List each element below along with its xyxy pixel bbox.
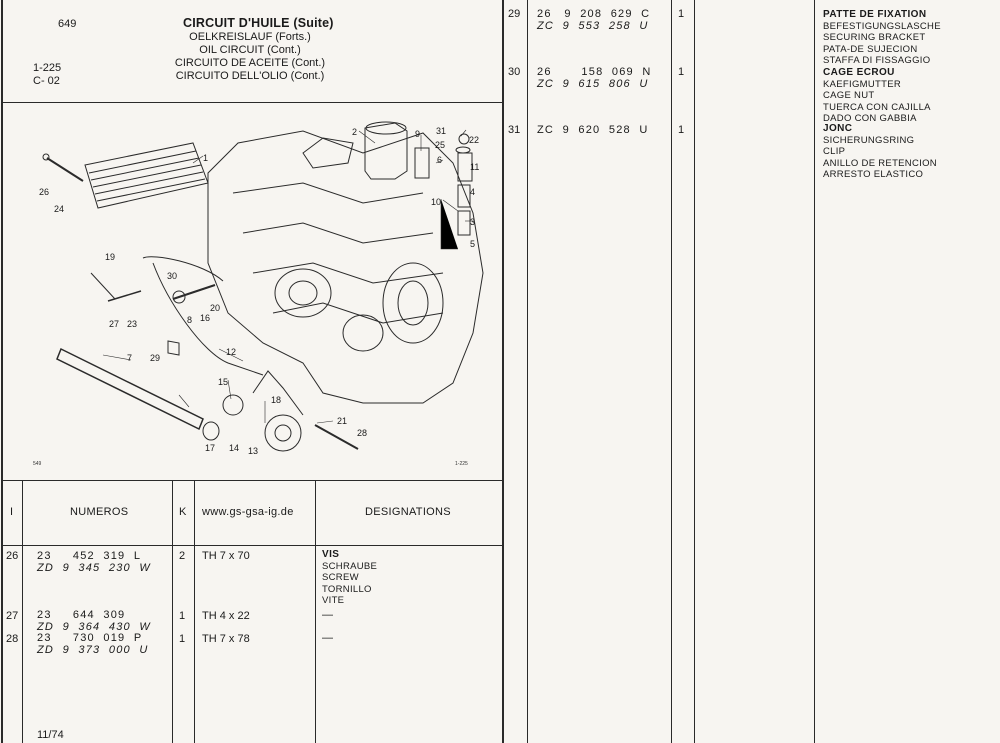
callout-2: 2 [352,127,358,137]
designation-de: SCHRAUBE [322,560,378,572]
callout-10: 10 [431,197,442,207]
callout-14: 14 [229,443,240,453]
part-number-2: ZD 9 364 430 W [37,621,151,633]
designation-de: BEFESTIGUNGSLASCHE [823,20,941,32]
designation-it: VITE [322,595,345,606]
dimension: TH 4 x 22 [202,610,250,622]
part-number-1: 23 730 019 P [37,632,143,644]
designation-en: CLIP [823,146,846,157]
callout-8: 8 [187,315,193,325]
callout-11: 11 [470,162,480,172]
designation [823,123,937,181]
subtitle-en: OIL CIRCUIT (Cont.) [199,44,301,56]
subtitle-de: OELKREISLAUF (Forts.) [189,31,311,43]
subtitle-es: CIRCUITO DE ACEITE (Cont.) [174,57,326,69]
designation-dash: — [322,609,333,621]
oil-filter [365,123,407,179]
designation-en: SCREW [322,572,359,583]
callout-18: 18 [271,395,282,405]
designation [823,67,931,125]
exploded-parts-diagram [3,103,502,480]
designation-it: DADO CON GABBIA [823,113,917,124]
callout-26: 26 [39,187,50,197]
callout-16: 16 [200,313,211,323]
row-index: 29 [508,8,521,20]
designation-en: SECURING BRACKET [823,32,926,43]
r-col-rule-index [527,0,528,743]
callout-9: 9 [415,129,421,139]
part-number-2: ZD 9 373 000 U [37,644,149,656]
quantity: 2 [179,550,186,562]
callout-5: 5 [470,239,476,249]
callout-15: 15 [218,377,229,387]
reference-b: C- 02 [33,75,60,87]
col-rule-dim [315,480,316,743]
diagram-corner-right: 1-225 [455,461,468,467]
part-number-1: 26 158 069 N [537,66,652,78]
designation-it: STAFFA DI FISSAGGIO [823,55,931,66]
part-numbers [537,124,648,136]
callout-30: 30 [167,271,178,281]
r-col-rule-dim [814,0,815,743]
part-numbers [537,66,652,90]
page-number: 649 [58,18,77,30]
table-header-rule [1,545,503,546]
row-index: 27 [6,610,19,622]
col-rule-k [194,480,195,743]
page-divider [502,0,504,743]
part-numbers [37,550,151,574]
column-header-index: I [10,506,14,518]
part-number-1: ZC 9 620 528 U [537,124,649,136]
quantity: 1 [678,8,685,20]
part-number-1: 23 644 309 [37,609,126,621]
part-numbers [537,8,650,32]
part-numbers [37,609,151,633]
designation-it: ARRESTO ELASTICO [823,169,924,180]
callout-6: 6 [437,155,443,165]
col-rule-index [22,480,23,743]
row-index: 31 [508,124,521,136]
designation-title: CAGE ECROU [823,67,895,78]
diagram-corner-left: 549 [33,461,42,467]
subtitle-it: CIRCUITO DELL'OLIO (Cont.) [175,70,325,82]
dimension: TH 7 x 70 [202,550,250,562]
designation-title: JONC [823,123,853,134]
part-number-1: 26 9 208 629 C [537,8,651,20]
designation-es: TORNILLO [322,583,372,595]
part-number-2: ZC 9 615 806 U [537,78,649,90]
reference-a: 1-225 [33,62,62,74]
designation [322,549,377,607]
title-translations [150,31,350,83]
callout-7: 7 [127,353,133,363]
quantity: 1 [179,610,186,622]
website-label: www.gs-gsa-ig.de [202,506,294,518]
callout-17: 17 [205,443,216,453]
callout-27: 27 [109,319,120,329]
quantity: 1 [678,66,685,78]
callout-20: 20 [210,303,221,313]
callout-21: 21 [337,416,348,426]
designation-es: ANILLO DE RETENCION [823,157,937,169]
designation-title: PATTE DE FIXATION [823,9,927,20]
designation-title: VIS [322,549,340,560]
row-index: 30 [508,66,521,78]
part-number-2: ZD 9 345 230 W [37,562,151,574]
callout-24: 24 [54,204,65,214]
revision-date: 11/74 [37,729,64,741]
callout-13: 13 [248,446,259,456]
page-title: CIRCUIT D'HUILE (Suite) [183,16,334,30]
callout-19: 19 [105,252,116,262]
callout-4: 4 [470,187,476,197]
row-index: 28 [6,633,19,645]
callout-12: 12 [226,347,237,357]
part-number-2: ZC 9 553 258 U [537,20,649,32]
designation-es: TUERCA CON CAJILLA [823,101,931,113]
designation [823,9,941,67]
column-header-k: K [179,506,187,518]
callout-23: 23 [127,319,138,329]
callout-29: 29 [150,353,161,363]
r-col-rule-numbers [671,0,672,743]
r-col-rule-k [694,0,695,743]
dimension: TH 7 x 78 [202,633,250,645]
designation-de: KAEFIGMUTTER [823,78,902,90]
designation-dash: — [322,632,333,644]
callout-28: 28 [357,428,368,438]
quantity: 1 [179,633,186,645]
diagram-bottom-rule [1,480,503,481]
designation-de: SICHERUNGSRING [823,134,915,146]
part-numbers [37,632,148,656]
column-header-designations: DESIGNATIONS [365,506,451,518]
callout-22: 22 [469,135,480,145]
column-header-numbers: NUMEROS [70,506,129,518]
designation-es: PATA-DE SUJECION [823,43,918,55]
col-rule-numbers [172,480,173,743]
callout-3: 3 [470,217,476,227]
callout-1: 1 [203,153,209,163]
designation-en: CAGE NUT [823,90,875,101]
engine-block [208,131,483,403]
quantity: 1 [678,124,685,136]
part-number-1: 23 452 319 L [37,550,142,562]
row-index: 26 [6,550,19,562]
callout-25: 25 [435,140,446,150]
callout-31: 31 [436,126,447,136]
